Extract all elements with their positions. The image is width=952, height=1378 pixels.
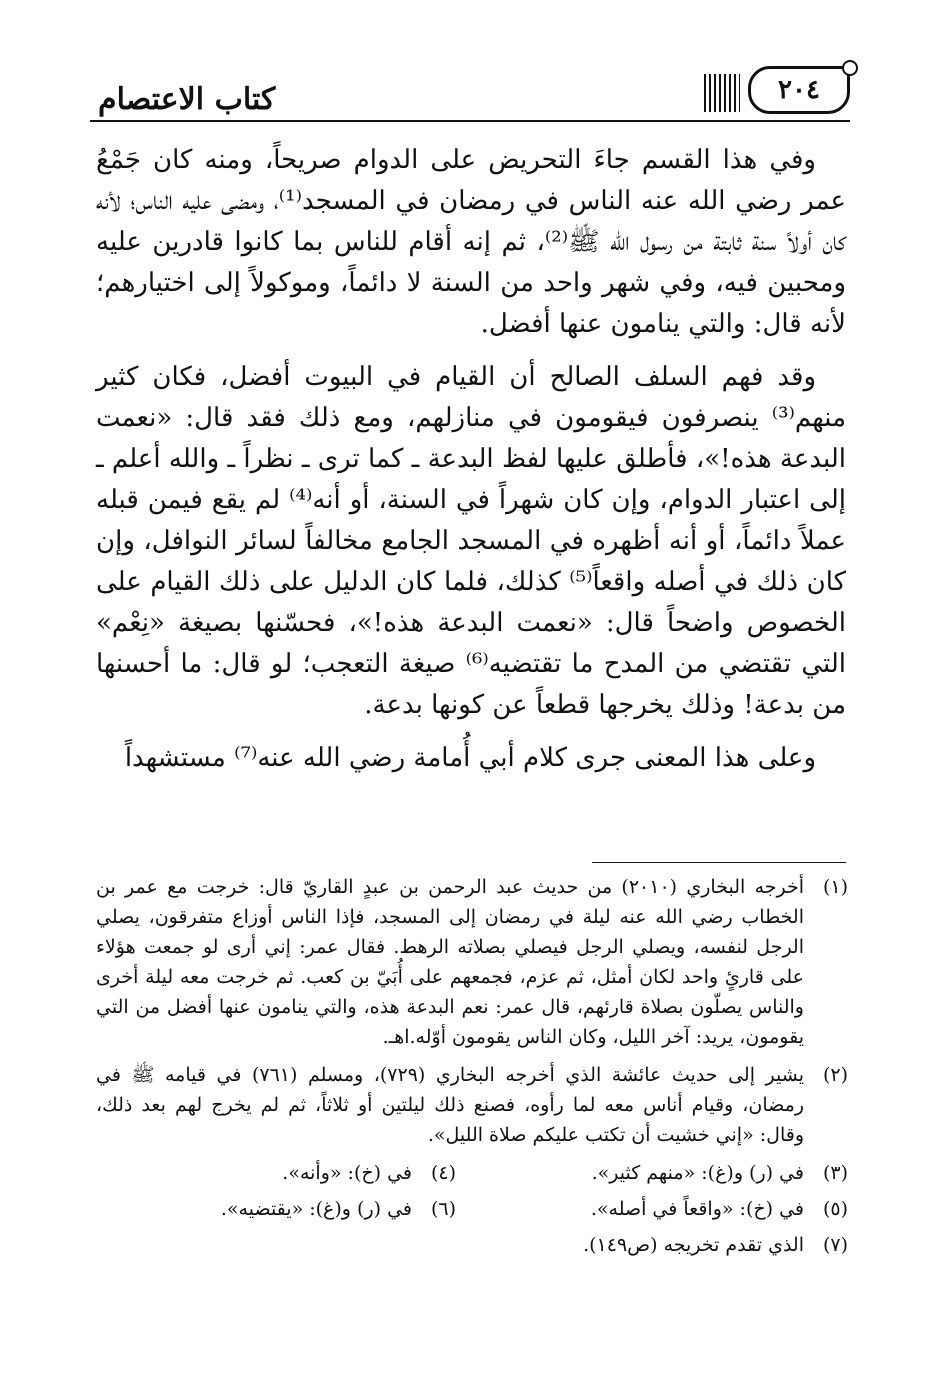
- page-header: [90, 60, 850, 122]
- paragraph: وفي هذا القسم جاءَ التحريض على الدوام صريحاً، ومنه كان جَمْعُ عمر رضي الله عنه الناس في رمضان في المسجد⁽¹⁾، ومضى عليه الناس؛ لأنه كان أولاً سنة ثابتة من رسول الله ﷺ⁽²⁾، ثم إنه أقام للناس بما كانوا قادرين عليه ومحبين فيه، وفي شهر واحد من السنة لا دائماً، وموكولاً إلى اختيارهم؛ لأنه قال: والتي ينامون عنها أفضل.: [96, 145, 846, 339]
- footnote-7: [96, 1230, 848, 1260]
- footnote-1: [96, 872, 848, 1052]
- footnote-text: يشير إلى حديث عائشة الذي أخرجه البخاري (٧٢٩)، ومسلم (٧٦١) في قيامه ﷺ في رمضان، وقيام أناس معه لما رأوه، فصنع ذلك ليلتين أو ثلاثاً، ثم لم يخرج لهم بعد ذلك، وقال: «إني خشيت أن تكتب عليكم صلاة الليل».: [96, 1064, 804, 1146]
- ornament-circle-icon: [842, 60, 858, 76]
- footnote-number: (٥): [822, 1198, 848, 1220]
- footnote-row: [96, 1194, 848, 1224]
- ornament-bars-icon: [704, 74, 740, 112]
- footnote-number: (٦): [430, 1198, 456, 1220]
- footnote-number: (١): [822, 876, 848, 898]
- footnote-divider: [592, 862, 846, 863]
- book-title: كتاب الاعتصام: [98, 82, 276, 117]
- footnote-text: في (ر) و(غ): «يقتضيه».: [220, 1198, 412, 1220]
- footnote-5: [496, 1194, 848, 1224]
- footnote-number: (٤): [430, 1162, 456, 1184]
- footnotes: [96, 872, 848, 1268]
- page-number: ٢٠٤: [778, 75, 820, 105]
- main-text: [96, 140, 846, 779]
- footnote-2: [96, 1060, 848, 1150]
- footnote-text: في (خ): «وأنه».: [282, 1162, 412, 1184]
- footnote-number: (٣): [822, 1162, 848, 1184]
- header-rule: [90, 120, 850, 122]
- footnote-text: الذي تقدم تخريجه (ص١٤٩).: [583, 1234, 804, 1256]
- footnote-text: في (خ): «واقعاً في أصله».: [590, 1198, 804, 1220]
- footnote-4: [96, 1158, 456, 1188]
- paragraph: وقد فهم السلف الصالح أن القيام في البيوت أفضل، فكان كثير منهم⁽³⁾ ينصرفون فيقومون في منازلهم، ومع ذلك فقد قال: «نعمت البدعة هذه!»، فأطلق عليها لفظ البدعة ـ كما ترى ـ نظراً ـ والله أعلم ـ إلى اعتبار الدوام، وإن كان شهراً في السنة، أو أنه⁽⁴⁾ لم يقع فيمن قبله عملاً دائماً، أو أنه أظهره في المسجد الجامع مخالفاً لسائر النوافل، وإن كان ذلك في أصله واقعاً⁽⁵⁾ كذلك، فلما كان الدليل على ذلك القيام على الخصوص واضحاً قال: «نعمت البدعة هذه!»، فحسّنها بصيغة «نِعْم» التي تقتضي من المدح ما تقتضيه⁽⁶⁾ صيغة التعجب؛ لو قال: ما أحسنها من بدعة! وذلك يخرجها قطعاً عن كونها بدعة.: [96, 362, 847, 720]
- page-number-frame: [748, 66, 850, 114]
- footnote-number: (٧): [822, 1234, 848, 1256]
- paragraph: وعلى هذا المعنى جرى كلام أبي أُمامة رضي الله عنه⁽⁷⁾ مستشهداً: [124, 743, 816, 773]
- footnote-text: أخرجه البخاري (٢٠١٠) من حديث عبد الرحمن بن عبدٍ القاريّ قال: خرجت مع عمر بن الخطاب رضي الله عنه ليلة في رمضان إلى المسجد، فإذا الناس أوزاع متفرقون، يصلي الرجل لنفسه، ويصلي الرجل فيصلي بصلاته الرهط. فقال عمر: إني أرى لو جمعت هؤلاء على قارئٍ واحد لكان أمثل، ثم عزم، فجمعهم على أُبَيّ بن كعب. ثم خرجت معه ليلة أخرى والناس يصلّون بصلاة قارئهم، قال عمر: نعم البدعة هذه، والتي ينامون عنها أفضل من التي يقومون، يريد: آخر الليل، وكان الناس يقومون أوّله.اهـ.: [96, 876, 805, 1048]
- footnote-3: [496, 1158, 848, 1188]
- footnote-row: [96, 1158, 848, 1188]
- footnote-text: في (ر) و(غ): «منهم كثير».: [591, 1162, 804, 1184]
- footnote-number: (٢): [822, 1064, 848, 1086]
- footnote-6: [96, 1194, 456, 1224]
